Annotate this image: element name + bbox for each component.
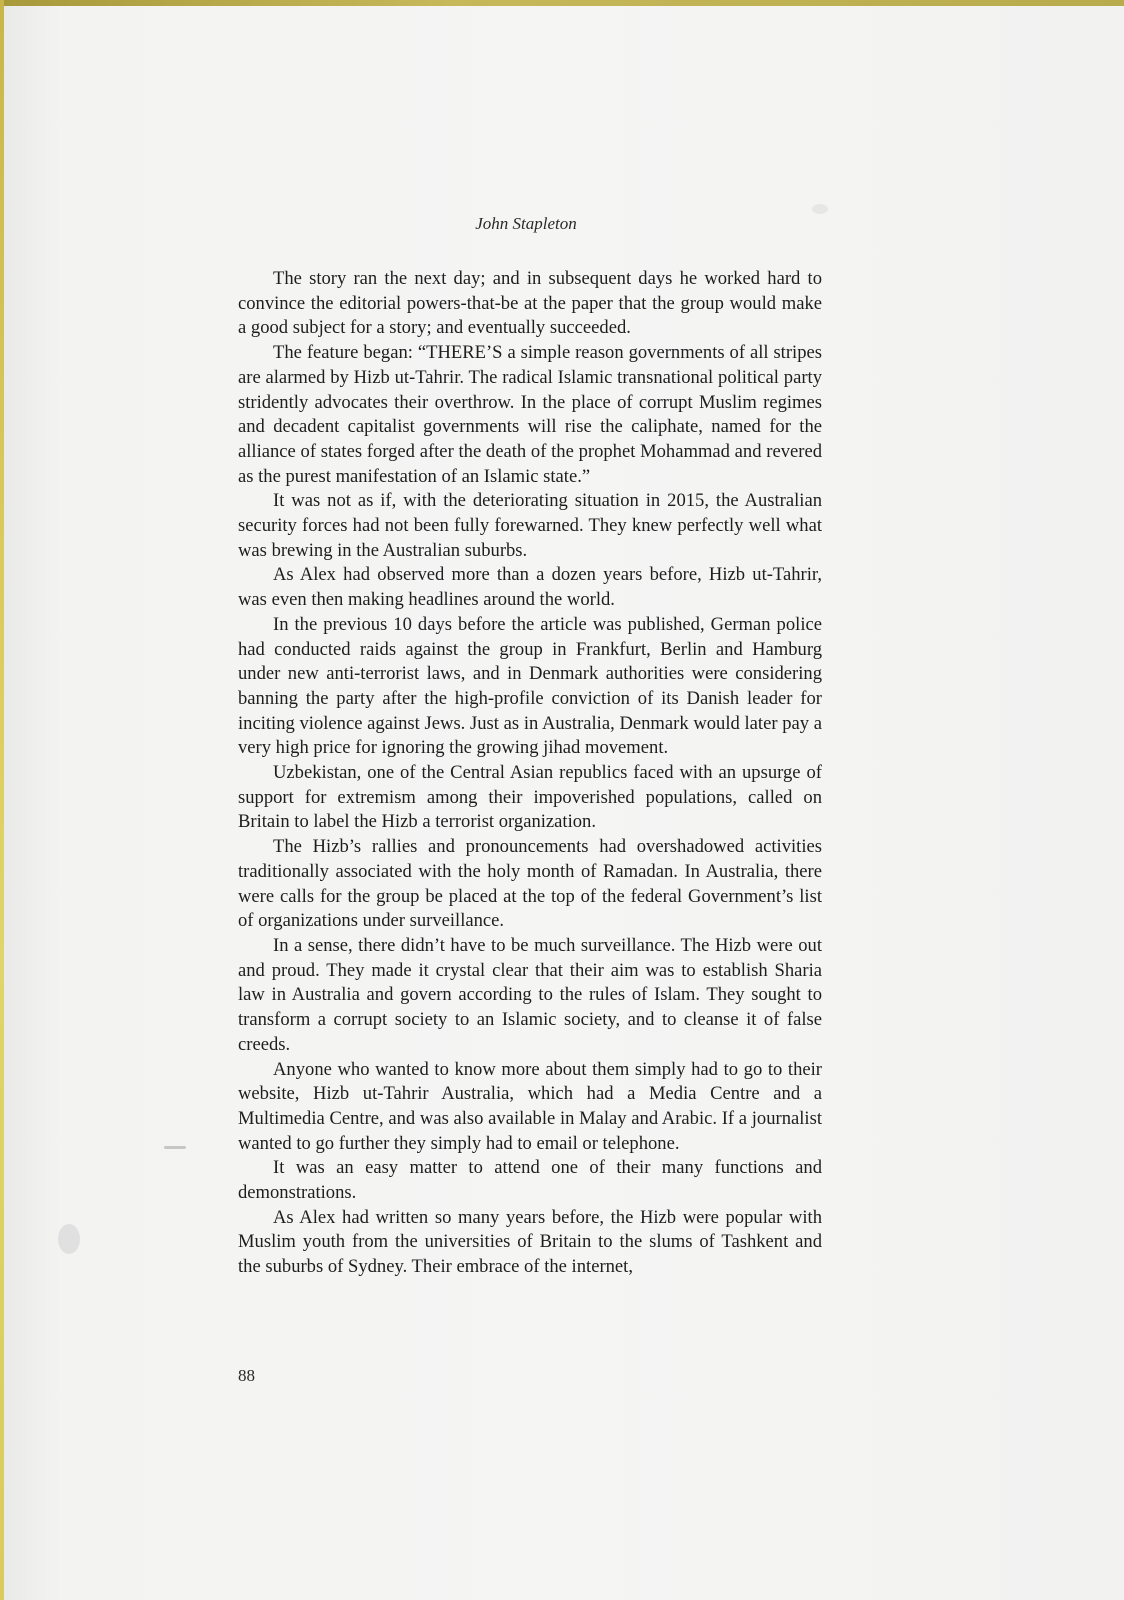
paragraph: The Hizb’s rallies and pronouncements had overshadowed activities traditionally associated with the holy month of Ramadan. In Australia, there were calls for the group be placed at the top of the federal Government’s list of organizations under surveillance. (238, 836, 822, 932)
paragraph: The story ran the next day; and in subsequent days he worked hard to convince the editorial powers-that-be at the paper that the group would make a good subject for a story; and eventually succeeded. (238, 268, 822, 339)
paragraph: The feature began: “THERE’S a simple reason governments of all stripes are alarmed by Hizb ut-Tahrir. The radical Islamic transnational political party stridently advocates their overthrow. In the place of corrupt Muslim regimes and decadent capitalist governments will rise the caliphate, named for the alliance of states forged after the death of the prophet Mohammad and revered as the purest manifestation of an Islamic state.” (238, 342, 822, 487)
scan-speck (164, 1146, 186, 1149)
paragraph: It was not as if, with the deteriorating situation in 2015, the Australian security forces had not been fully forewarned. They knew perfectly well what was brewing in the Australian suburbs. (238, 490, 822, 561)
paragraph: As Alex had written so many years before, the Hizb were popular with Muslim youth from the universities of Britain to the slums of Tashkent and the suburbs of Sydney. Their embrace of the internet, (238, 1206, 822, 1278)
paragraph: Uzbekistan, one of the Central Asian republics faced with an upsurge of support for extremism among their impoverished populations, called on Britain to label the Hizb a terrorist organization. (238, 762, 822, 833)
scan-edge-left (0, 0, 4, 1600)
running-head: John Stapleton (475, 214, 577, 233)
paragraph: In the previous 10 days before the article was published, German police had conducted raids against the group in Frankfurt, Berlin and Hamburg under new anti-terrorist laws, and in Denmark authorities were considering banning the party after the high-profile conviction of its Danish leader for inciting violence against Jews. Just as in Australia, Denmark would later pay a very high price for ignoring the growing jihad movement. (238, 613, 822, 759)
scan-speck (812, 204, 828, 214)
paragraph: It was an easy matter to attend one of their many functions and demonstrations. (238, 1157, 822, 1204)
body-text (238, 267, 822, 1280)
paragraph: As Alex had observed more than a dozen years before, Hizb ut-Tahrir, was even then making headlines around the world. (238, 564, 822, 611)
paragraph: Anyone who wanted to know more about them simply had to go to their website, Hizb ut-Tahrir Australia, which had a Media Centre and a Multimedia Centre, and was also available in Malay and Arabic. If a journalist wanted to go further they simply had to email or telephone. (238, 1058, 822, 1154)
paragraph: In a sense, there didn’t have to be much surveillance. The Hizb were out and proud. They made it crystal clear that their aim was to establish Sharia law in Australia and govern according to the rules of Islam. They sought to transform a corrupt society to an Islamic society, and to cleanse it of false creeds. (238, 934, 822, 1055)
page-number: 88 (238, 1366, 255, 1385)
scan-speck (58, 1224, 80, 1254)
